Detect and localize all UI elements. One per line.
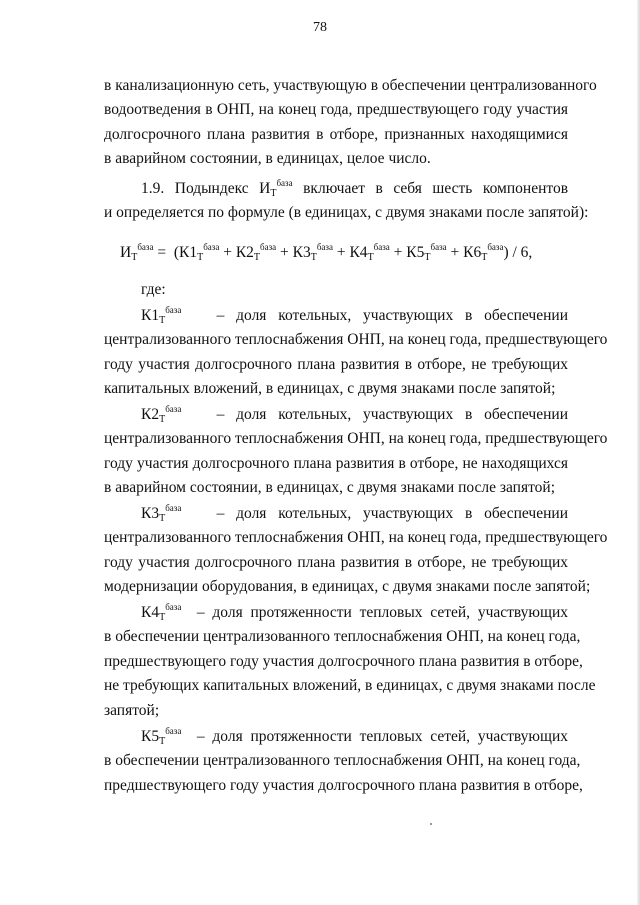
clause-number: 1.9. Подындекс	[141, 180, 249, 197]
definition-line: $К5_Т^{база}$ – доля протяженности тепловых сетей, участвующих	[141, 726, 568, 747]
text-line: в аварийном состоянии, в единицах, с двумя знаками после запятой;	[104, 479, 556, 497]
text-line: предшествующего году участия долгосрочного плана развития в отборе,	[104, 652, 583, 670]
text-line: и определяется по формуле (в единицах, с двумя знаками после запятой):	[104, 204, 589, 222]
text-line: в аварийном состоянии, в единицах, целое число.	[104, 150, 431, 168]
text-line: не требующих капитальных вложений, в единицах, с двумя знаками после	[104, 677, 596, 695]
text-line: году участия долгосрочного плана развития в отборе, не требующих	[104, 553, 568, 571]
definition-k5	[104, 725, 583, 798]
definition-symbol: $К4_Т^{база}$	[141, 602, 182, 623]
text-line: в обеспечении централизованного теплоснабжения ОНП, на конец года,	[104, 752, 581, 770]
formula-term-k2: $К2_Т^{база}$	[235, 242, 277, 263]
text-line: предшествующего году участия долгосрочного плана развития в отборе,	[104, 776, 583, 794]
text-line: водоотведения в ОНП, на конец года, предшествующего году участия	[104, 101, 568, 119]
definition-symbol: $К3_Т^{база}$	[141, 503, 182, 524]
text-line: году участия долгосрочного плана развития в отборе, не находящихся	[104, 454, 568, 472]
text-line: централизованного теплоснабжения ОНП, на конец года, предшествующего	[104, 430, 608, 448]
formula-term-k5: $К5_Т^{база}$	[406, 242, 447, 263]
paragraph-continuation	[104, 74, 597, 172]
formula: $И_Т^{база} = (К1_Т^{база} + К2_Т^{база} + К3_Т^{база} + К4_Т^{база} + К5_Т^{база} + К6_Т^{база}) / 6$,	[120, 242, 533, 263]
formula-term-k1: $К1_Т^{база}$	[178, 242, 220, 263]
definition-k3	[104, 502, 608, 600]
definition-k2	[104, 403, 608, 501]
definition-line: $К2_Т^{база}$ – доля котельных, участвующих в обеспечении	[141, 404, 568, 425]
where-label-block	[104, 278, 568, 302]
formula-lhs: $И_Т^{база}$	[120, 242, 154, 263]
definition-symbol: $К5_Т^{база}$	[141, 726, 182, 747]
definition-line: $К4_Т^{база}$ – доля протяженности тепловых сетей, участвующих	[141, 602, 568, 623]
text-line: в обеспечении централизованного теплоснабжения ОНП, на конец года,	[104, 628, 581, 646]
formula-term-k3: $К3_Т^{база}$	[292, 242, 333, 263]
text-line: централизованного теплоснабжения ОНП, на конец года, предшествующего	[104, 331, 608, 349]
formula-term-k4: $К4_Т^{база}$	[349, 242, 390, 263]
text-line: запятой;	[104, 701, 160, 719]
text-line: в канализационную сеть, участвующую в обеспечении централизованного	[104, 77, 597, 94]
formula-term-k6: $К6_Т^{база}$	[463, 242, 504, 263]
scan-speck	[430, 823, 432, 825]
text-line: году участия долгосрочного плана развития в отборе, не требующих	[104, 355, 568, 373]
text-line: долгосрочного плана развития в отборе, признанных находящимися	[104, 125, 568, 143]
text-line: централизованного теплоснабжения ОНП, на конец года, предшествующего	[104, 529, 608, 547]
page-number: 78	[313, 20, 327, 35]
index-symbol: $И_Т^{база}$	[259, 178, 293, 199]
text-segment: включает в себя шесть компонентов	[303, 180, 569, 197]
definition-k1	[104, 304, 608, 402]
text-line: капитальных вложений, в единицах, с двумя знаками после запятой;	[104, 380, 556, 398]
paragraph-1-9	[104, 177, 589, 226]
definition-k4	[104, 601, 596, 723]
where-label: где:	[141, 281, 166, 298]
text-line: модернизации оборудования, в единицах, с двумя знаками после запятой;	[104, 578, 591, 596]
text-line	[104, 177, 568, 201]
definition-symbol: $К1_Т^{база}$	[141, 305, 182, 326]
definition-line: $К1_Т^{база}$ – доля котельных, участвующих в обеспечении	[141, 305, 568, 326]
definition-line: $К3_Т^{база}$ – доля котельных, участвующих в обеспечении	[141, 503, 568, 524]
definition-symbol: $К2_Т^{база}$	[141, 404, 182, 425]
